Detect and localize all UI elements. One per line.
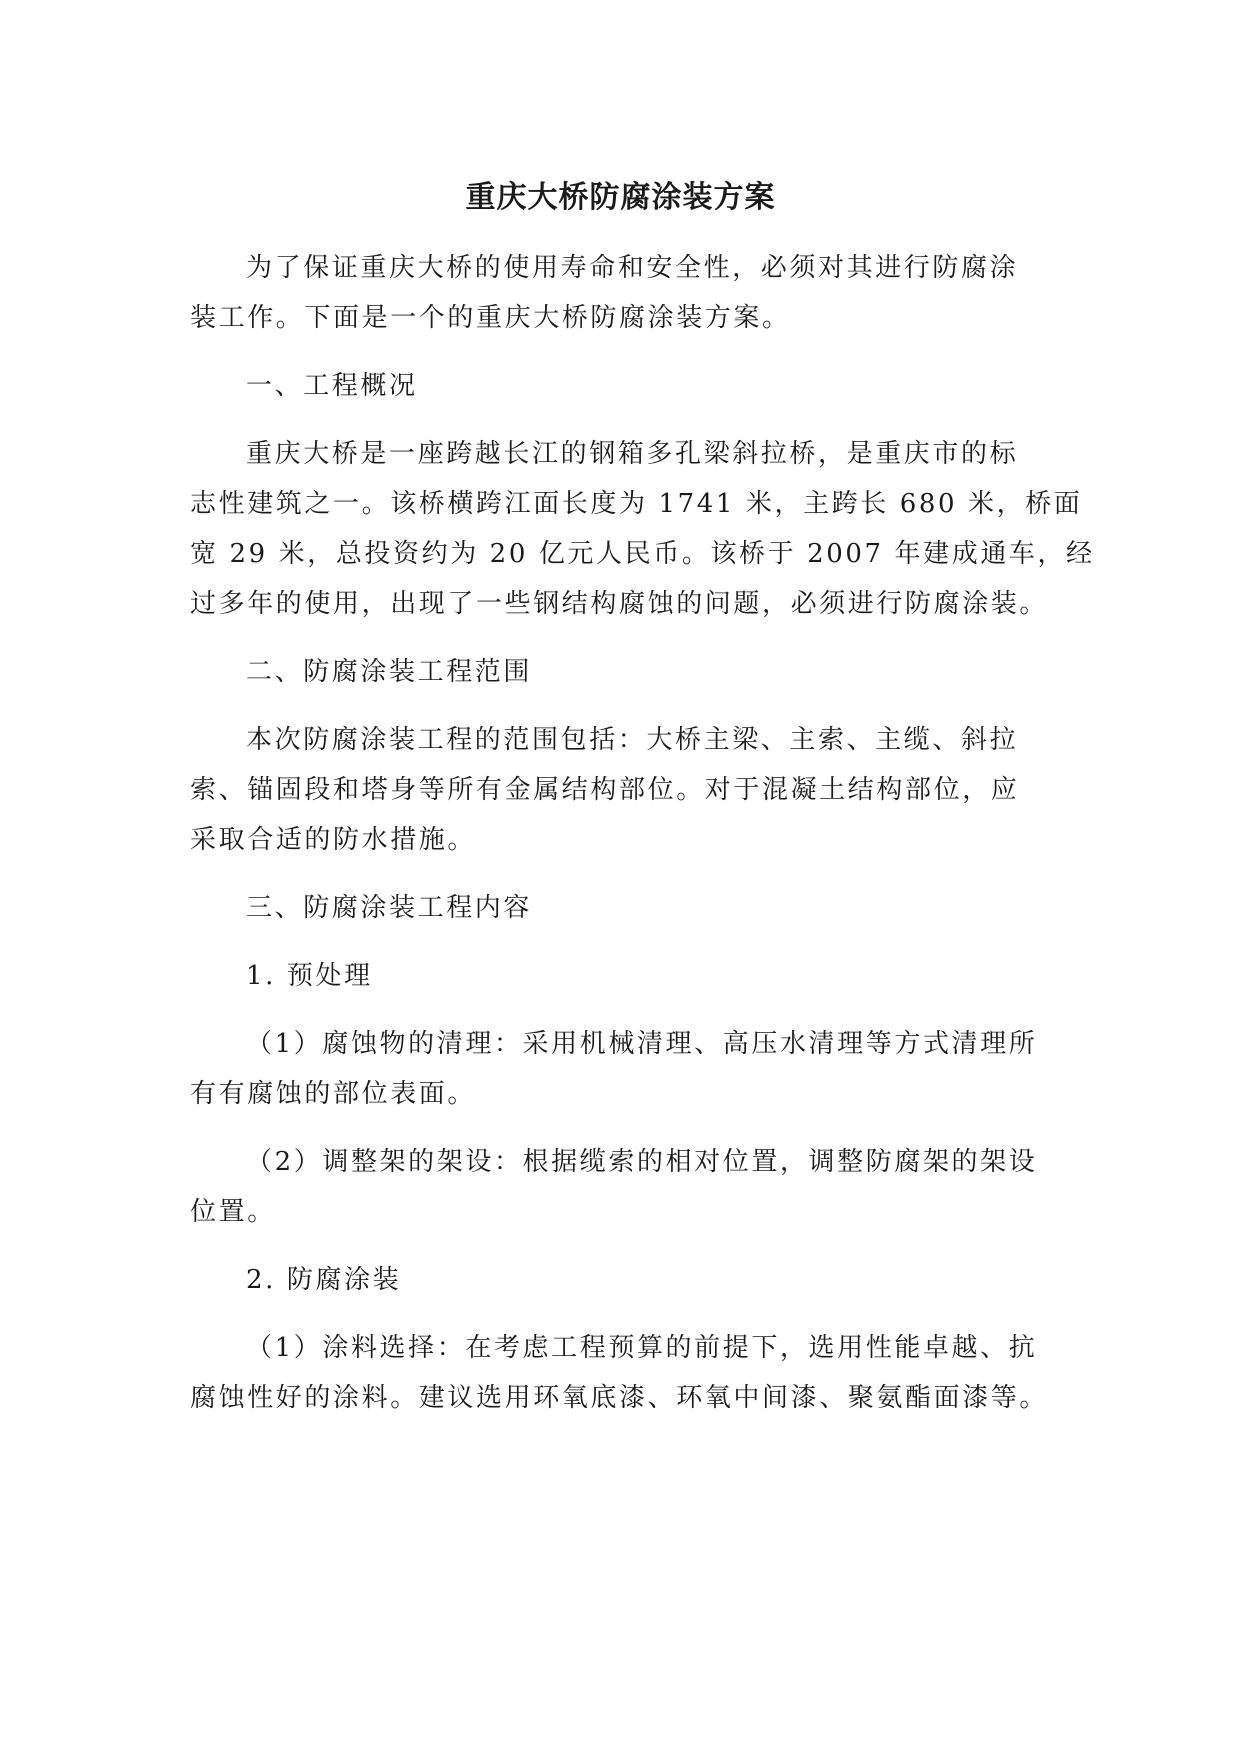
paragraph-scope-line-2: 索、锚固段和塔身等所有金属结构部位。对于混凝土结构部位，应 bbox=[190, 775, 1020, 805]
section-heading-overview: 一、工程概况 bbox=[246, 371, 418, 401]
document-title: 重庆大桥防腐涂装方案 bbox=[465, 180, 776, 215]
paragraph-intro-line-1: 为了保证重庆大桥的使用寿命和安全性，必须对其进行防腐涂 bbox=[246, 253, 1019, 283]
paragraph-overview-line-4: 过多年的使用，出现了一些钢结构腐蚀的问题，必须进行防腐涂装。 bbox=[190, 589, 1049, 619]
paragraph-overview-line-1: 重庆大桥是一座跨越长江的钢箱多孔梁斜拉桥，是重庆市的标 bbox=[246, 439, 1019, 469]
paragraph-scope-line-3: 采取合适的防水措施。 bbox=[190, 825, 477, 855]
paragraph-scope-line-1: 本次防腐涂装工程的范围包括：大桥主梁、主索、主缆、斜拉 bbox=[246, 725, 1019, 755]
paragraph-overview-line-3: 宽 29 米，总投资约为 20 亿元人民币。该桥于 2007 年建成通车，经 bbox=[190, 539, 1095, 569]
subsection-heading-pretreatment: 1. 预处理 bbox=[246, 961, 373, 991]
item-coating-selection-line-2: 腐蚀性好的涂料。建议选用环氧底漆、环氧中间漆、聚氨酯面漆等。 bbox=[190, 1383, 1049, 1413]
paragraph-overview-line-2: 志性建筑之一。该桥横跨江面长度为 1741 米，主跨长 680 米，桥面 bbox=[190, 489, 1083, 519]
item-frame-setup-line-1: （2）调整架的架设：根据缆索的相对位置，调整防腐架的架设 bbox=[246, 1147, 1038, 1177]
subsection-heading-coating: 2. 防腐涂装 bbox=[246, 1265, 402, 1295]
item-rust-cleaning-line-2: 有有腐蚀的部位表面。 bbox=[190, 1079, 477, 1109]
item-coating-selection-line-1: （1）涂料选择：在考虑工程预算的前提下，选用性能卓越、抗 bbox=[246, 1333, 1038, 1363]
item-rust-cleaning-line-1: （1）腐蚀物的清理：采用机械清理、高压水清理等方式清理所 bbox=[246, 1029, 1038, 1059]
section-heading-scope: 二、防腐涂装工程范围 bbox=[246, 657, 533, 687]
section-heading-content: 三、防腐涂装工程内容 bbox=[246, 893, 533, 923]
item-frame-setup-line-2: 位置。 bbox=[190, 1197, 276, 1227]
paragraph-intro-line-2: 装工作。下面是一个的重庆大桥防腐涂装方案。 bbox=[190, 303, 791, 333]
